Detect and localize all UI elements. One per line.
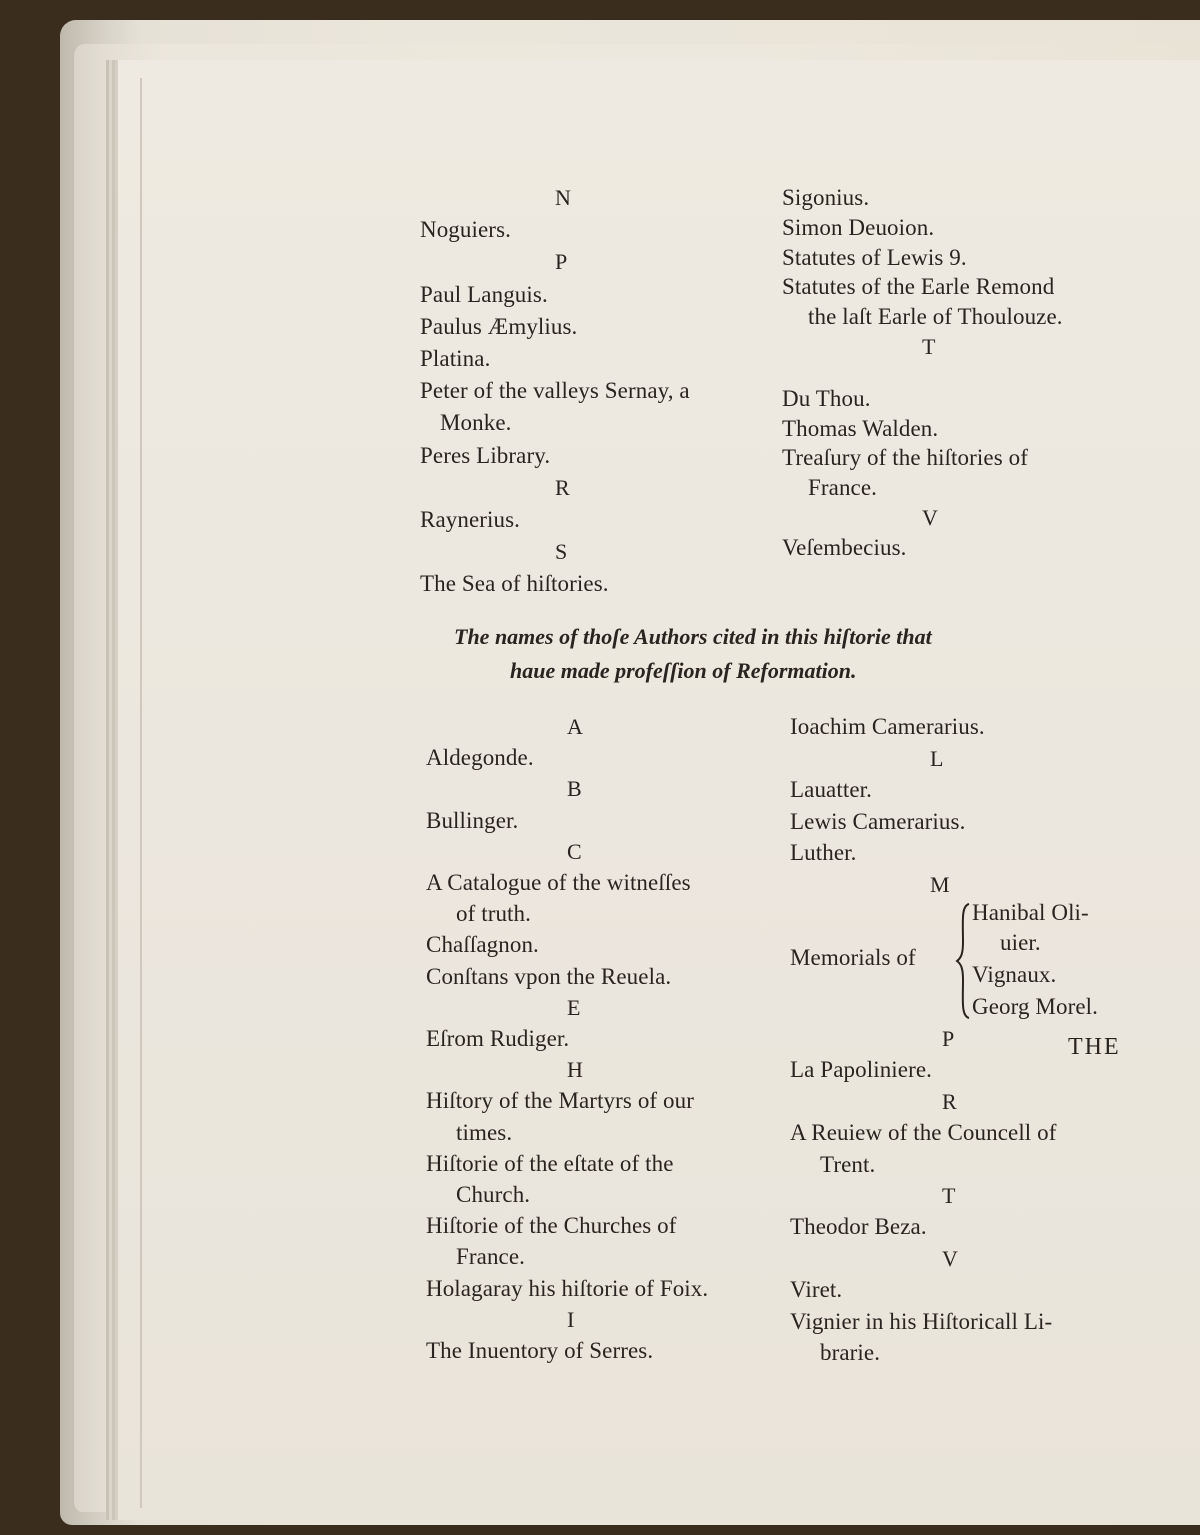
index-entry: A Catalogue of the witneſſes: [426, 870, 691, 895]
index-entry: La Papoliniere.: [790, 1057, 933, 1083]
index-letter: A: [567, 714, 583, 739]
index-entry: Thomas Walden.: [782, 415, 939, 441]
index-entry: Conſtans vpon the Reuela.: [426, 963, 672, 989]
index-entry: The Sea of hiſtories.: [420, 571, 609, 597]
index-entry: Paulus Æmylius.: [420, 313, 578, 339]
index-entry: of truth.: [456, 901, 531, 927]
memorials-item: uier.: [1000, 930, 1041, 955]
index-entry: Ioachim Camerarius.: [790, 714, 985, 739]
index-letter: H: [567, 1057, 583, 1083]
page-margin-line: [140, 78, 142, 1508]
index-entry: Chaſſagnon.: [426, 932, 539, 958]
index-entry: Church.: [456, 1182, 531, 1207]
index-entry: Eſrom Rudiger.: [426, 1026, 570, 1051]
index-letter: I: [567, 1306, 575, 1332]
index-entry: Holagaray his hiſtorie of Foix.: [426, 1275, 709, 1301]
index-entry: The Inuentory of Serres.: [426, 1338, 654, 1363]
index-entry: Lauatter.: [790, 777, 872, 802]
index-letter: B: [567, 776, 582, 802]
index-entry: Bullinger.: [426, 807, 519, 833]
index-entry: France.: [808, 475, 878, 501]
section-heading-line2: haue made profeſſion of Reformation.: [510, 658, 857, 683]
index-letter: T: [922, 334, 936, 359]
index-entry: Lewis Camerarius.: [790, 808, 966, 834]
memorials-item: Hanibal Oli-: [972, 900, 1089, 925]
index-letter: V: [922, 505, 938, 530]
index-entry: Hiſtorie of the eſtate of the: [426, 1150, 674, 1176]
index-entry: Peres Library.: [420, 442, 551, 468]
index-letter: N: [555, 185, 571, 210]
index-entry: Noguiers.: [420, 217, 511, 243]
index-entry: Hiſtorie of the Churches of: [426, 1213, 677, 1239]
index-letter: E: [567, 994, 581, 1020]
memorials-item: Vignaux.: [972, 962, 1057, 987]
index-entry: Vignier in his Hiſtoricall Li-: [790, 1308, 1053, 1334]
memorials-item: Georg Morel.: [972, 994, 1098, 1019]
index-entry: Hiſtory of the Martyrs of our: [426, 1088, 694, 1114]
index-letter: R: [942, 1088, 957, 1114]
index-entry: Monke.: [440, 410, 512, 436]
index-entry: brarie.: [820, 1340, 881, 1365]
index-entry: Sigonius.: [782, 185, 870, 210]
index-letter: P: [555, 249, 568, 275]
index-entry: Paul Languis.: [420, 281, 548, 307]
index-entry: Platina.: [420, 346, 491, 371]
index-entry: Treaſury of the hiſtories of: [782, 445, 1028, 471]
index-entry: Veſembecius.: [782, 534, 907, 560]
curly-brace-icon: [955, 902, 971, 1020]
index-entry: Aldegonde.: [426, 745, 534, 771]
index-letter: T: [942, 1183, 956, 1208]
index-letter: V: [942, 1245, 958, 1271]
index-entry: Trent.: [820, 1151, 876, 1177]
index-letter: S: [555, 539, 568, 565]
index-letter: C: [567, 838, 582, 864]
index-entry: Statutes of the Earle Remond: [782, 274, 1055, 300]
index-entry: Viret.: [790, 1277, 843, 1303]
index-letter: R: [555, 474, 570, 500]
section-heading-line1: The names of thoſe Authors cited in this hiſtorie that: [454, 624, 932, 649]
index-entry: Raynerius.: [420, 507, 521, 532]
memorials-label: Memorials of: [790, 945, 916, 970]
index-entry: Luther.: [790, 840, 857, 865]
index-letter: P: [942, 1026, 955, 1051]
index-entry: the laſt Earle of Thoulouze.: [808, 304, 1063, 330]
index-entry: A Reuiew of the Councell of: [790, 1120, 1057, 1146]
index-letter: M: [930, 871, 950, 897]
index-entry: Theodor Beza.: [790, 1214, 927, 1240]
catchword: THE: [1068, 1034, 1121, 1060]
index-entry: times.: [456, 1119, 513, 1145]
index-entry: Peter of the valleys Sernay, a: [420, 378, 690, 404]
index-entry: Simon Deuoion.: [782, 214, 935, 240]
index-entry: France.: [456, 1244, 526, 1270]
index-entry: Statutes of Lewis 9.: [782, 244, 967, 270]
index-letter: L: [930, 745, 944, 771]
index-entry: Du Thou.: [782, 385, 871, 411]
